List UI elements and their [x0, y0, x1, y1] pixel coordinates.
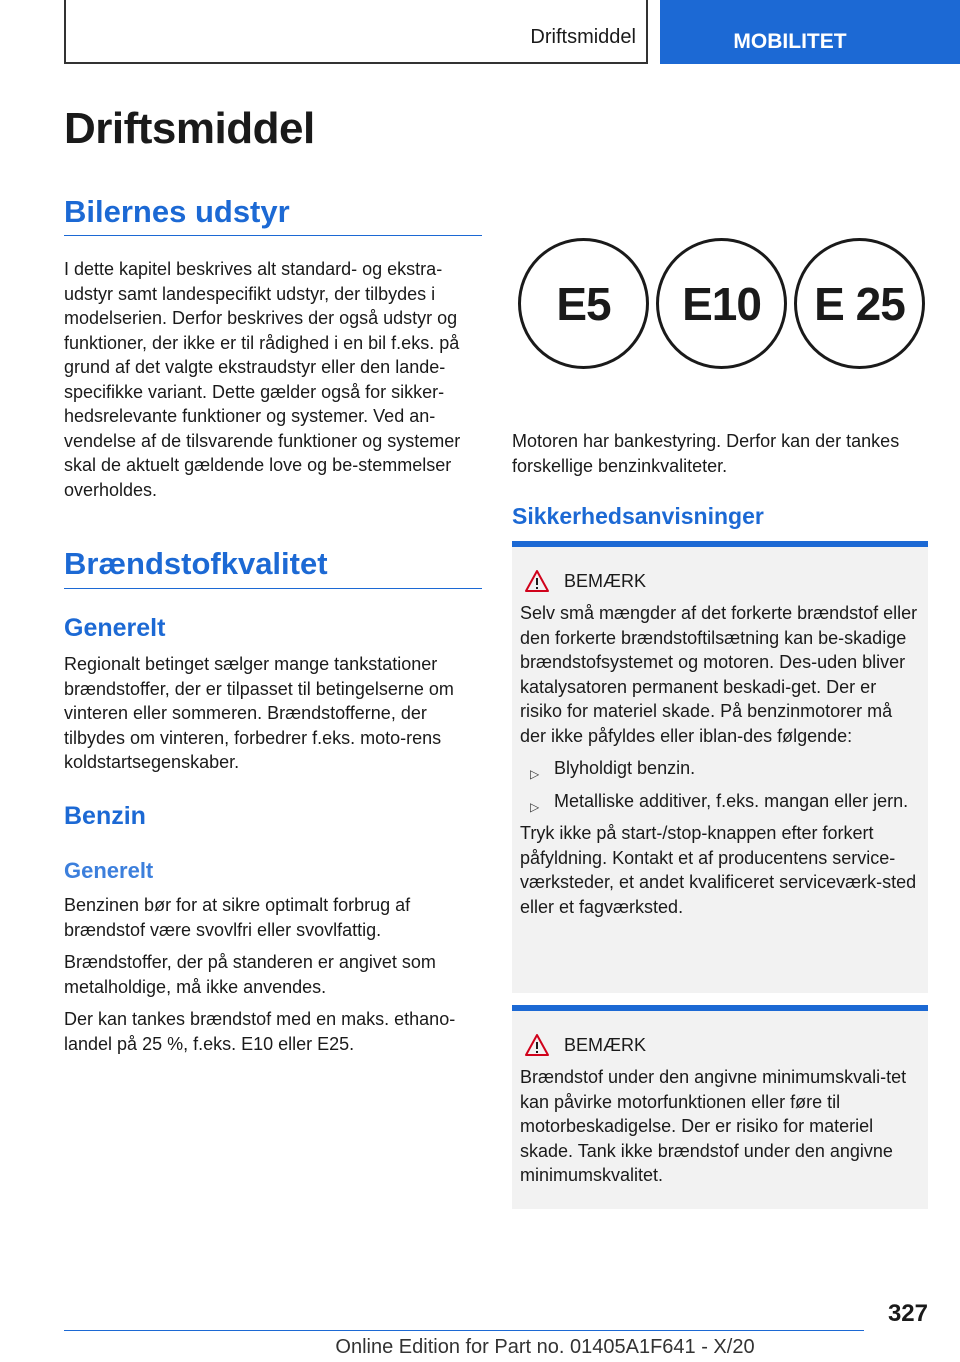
note-header — [520, 1033, 920, 1057]
heading-fuel-quality: Brændstofkvalitet — [64, 546, 328, 581]
warning-icon — [524, 569, 550, 593]
note-bullet-list — [520, 756, 920, 813]
heading-petrol-general: Generelt — [64, 858, 154, 883]
fuel-emblems — [518, 238, 926, 372]
footer-edition: Online Edition for Part no. 01405A1F641 - X/20 — [335, 1336, 755, 1358]
page-number: 327 — [887, 1300, 928, 1327]
list-item-text: Blyholdigt benzin. — [554, 758, 696, 778]
heading-rule — [64, 588, 482, 589]
triangle-bullet-icon: ▷ — [530, 767, 540, 781]
paragraph-petrol-2: Brændstoffer, der på standeren er angivet som metalholdige, må ikke anvendes. — [64, 952, 436, 997]
footer-rule — [64, 1330, 864, 1331]
note-text: Selv små mængder af det forkerte brændstof eller den forkerte brændstoftilsætning kan be-skadige brændstofsystemet og motoren. Des-uden bliver katalysatoren permanent beskadi-get. Der er risiko for materiel skade. På benzinmotorer må der ikke påfyldes eller iblan-des følgende: — [520, 603, 918, 746]
note-box-2 — [512, 1005, 928, 1209]
paragraph-knock-control: Motoren har bankestyring. Derfor kan der tankes forskellige benzinkvaliteter. — [512, 431, 900, 476]
paragraph-general: Regionalt betinget sælger mange tankstationer brændstoffer, der er tilpasset til betingelserne om vinteren eller sommeren. Brændstofferne, der tilbydes om vinteren, forbedrer f.eks. moto-rens koldstartsegenskaber. — [64, 654, 454, 772]
note-label: BEMÆRK — [564, 570, 647, 591]
heading-petrol: Benzin — [64, 802, 146, 830]
fuel-emblem-e25: E 25 — [794, 238, 925, 369]
note-text-2: Tryk ikke på start-/stop-knappen efter forkert påfyldning. Kontakt et af producentens service-værksteder, et andet kvalificeret serviceværk-sted eller et fagværksted. — [520, 823, 917, 917]
heading-general: Generelt — [64, 614, 166, 642]
heading-rule — [64, 235, 482, 236]
fuel-emblem-e5: E5 — [518, 238, 649, 369]
note-text: Brændstof under den angivne minimumskvali-tet kan påvirke motorfunktionen eller føre til motorbeskadigelse. Der er risiko for materiel skade. Tank ikke brændstof under den angivne minimumskvalitet. — [520, 1067, 907, 1185]
list-item — [520, 756, 920, 781]
note-label: BEMÆRK — [564, 1034, 647, 1055]
fuel-emblem-e10: E10 — [656, 238, 787, 369]
heading-safety: Sikkerhedsanvisninger — [512, 503, 764, 529]
paragraph-equipment: I dette kapitel beskrives alt standard- og ekstra-udstyr samt landespecifikt udstyr, der tilbydes i modelserien. Derfor beskrives der også udstyr og funktioner, der ikke er til rådighed i en bil f.eks. på grund af det valgte ekstraudstyr eller den lande-specifikke variant. Dette gælder også for sikker-hedsrelevante funktioner og systemer. Ved an-vendelse af de tilsvarende funktioner og systemer skal de aktuelt gældende love og be-stemmelser overholdes. — [64, 259, 461, 500]
header-section-title: Driftsmiddel — [530, 26, 636, 48]
warning-icon — [524, 1033, 550, 1057]
paragraph-petrol-1: Benzinen bør for at sikre optimalt forbrug af brændstof være svovlfri eller svovlfattig. — [64, 895, 411, 940]
triangle-bullet-icon: ▷ — [530, 799, 540, 814]
note-header — [520, 569, 920, 593]
list-item-text: Metalliske additiver, f.eks. mangan eller jern. — [554, 790, 909, 811]
list-item — [520, 789, 920, 814]
heading-equipment: Bilernes udstyr — [64, 194, 290, 229]
note-box-1 — [512, 541, 928, 993]
page-title: Driftsmiddel — [64, 104, 315, 153]
header-chapter-tab[interactable]: MOBILITET — [660, 0, 960, 64]
paragraph-petrol-3: Der kan tankes brændstof med en maks. ethano-landel på 25 %, f.eks. E10 eller E25. — [64, 1009, 456, 1054]
